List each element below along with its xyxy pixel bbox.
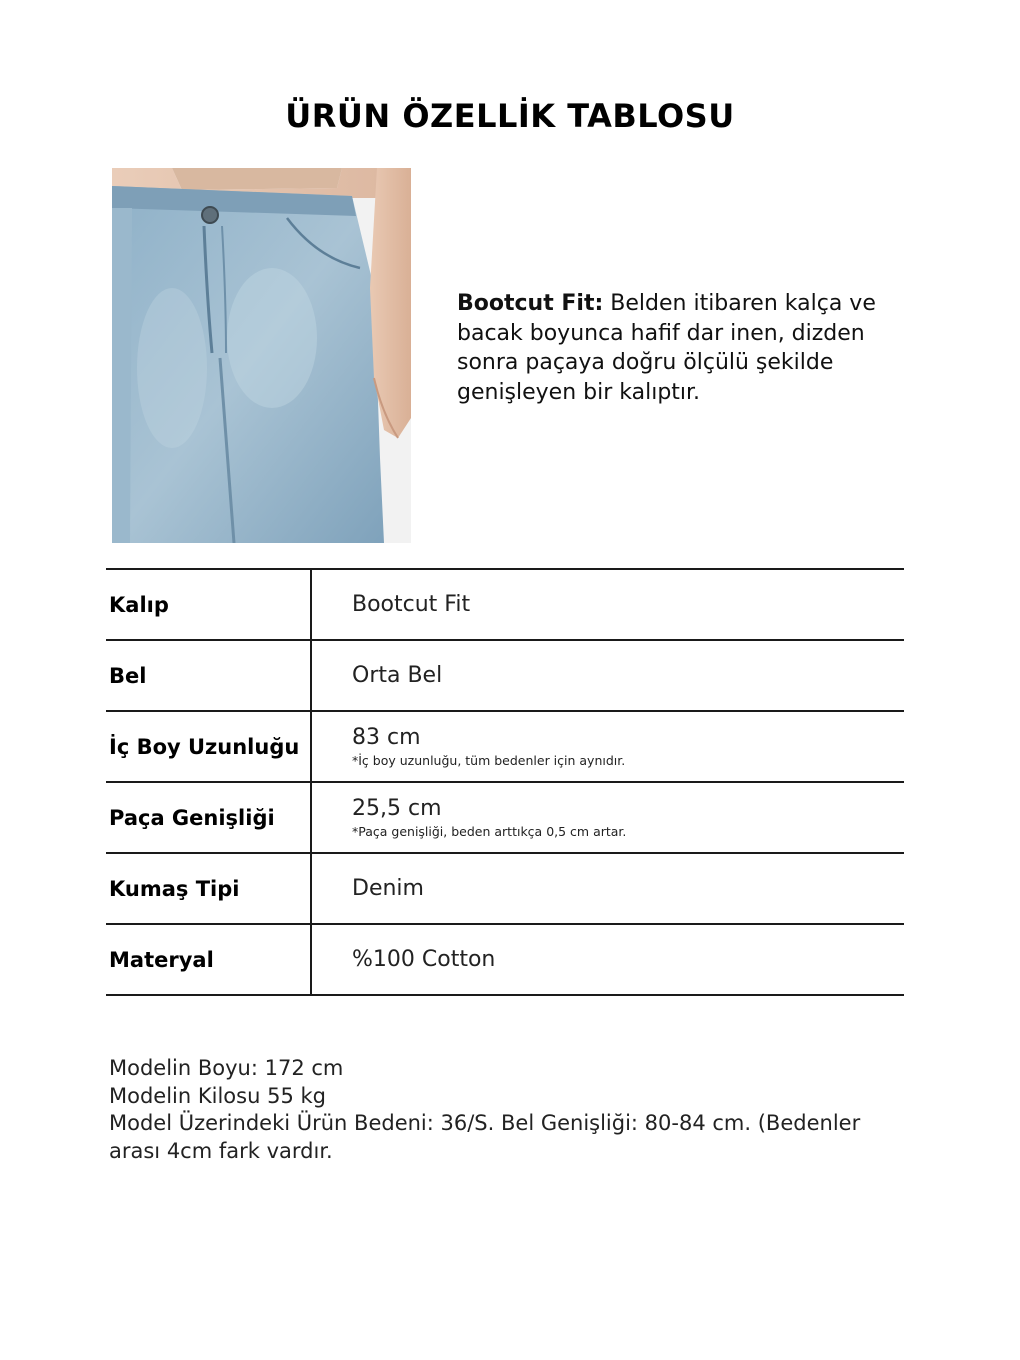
fit-description [457, 289, 927, 407]
spec-value-cell [311, 569, 904, 640]
table-row [106, 853, 904, 924]
spec-value: 83 cm [352, 725, 421, 750]
spec-table [106, 568, 904, 996]
product-photo [112, 168, 411, 543]
spec-label: Materyal [106, 924, 311, 995]
table-row [106, 924, 904, 995]
model-size: Model Üzerindeki Ürün Bedeni: 36/S. Bel Genişliği: 80-84 cm. (Bedenler arası 4cm fark vardır. [109, 1111, 867, 1163]
jeans-illustration [112, 168, 411, 543]
fit-description-text: Belden itibaren kalça ve bacak boyunca hafif dar inen, dizden sonra paçaya doğru ölçülü şekilde genişleyen bir kalıptır. [457, 291, 876, 405]
table-row [106, 569, 904, 640]
spec-note: *Paça genişliği, beden arttıkça 0,5 cm artar. [352, 824, 627, 839]
spec-label: Kalıp [106, 569, 311, 640]
page-title: ÜRÜN ÖZELLİK TABLOSU [285, 97, 735, 135]
spec-value-cell [311, 853, 904, 924]
table-row [106, 640, 904, 711]
spec-value-cell [311, 782, 904, 853]
spec-value-cell [311, 711, 904, 782]
table-row [106, 711, 904, 782]
model-weight: Modelin Kilosu 55 kg [109, 1083, 326, 1108]
spec-value: 25,5 cm [352, 796, 442, 821]
spec-label: Bel [106, 640, 311, 711]
spec-value: Orta Bel [352, 663, 443, 688]
fit-description-label: Bootcut Fit: [457, 291, 604, 316]
table-row [106, 782, 904, 853]
spec-label: Paça Genişliği [106, 782, 311, 853]
spec-value-cell [311, 640, 904, 711]
model-height: Modelin Boyu: 172 cm [109, 1056, 344, 1080]
spec-value: %100 Cotton [352, 947, 496, 972]
spec-value: Bootcut Fit [352, 592, 471, 617]
spec-note: *İç boy uzunluğu, tüm bedenler için aynıdır. [352, 753, 626, 768]
spec-value: Denim [352, 876, 424, 901]
spec-value-cell [311, 924, 904, 995]
model-info [109, 1055, 909, 1165]
spec-label: Kumaş Tipi [106, 853, 311, 924]
spec-label: İç Boy Uzunluğu [106, 711, 311, 782]
